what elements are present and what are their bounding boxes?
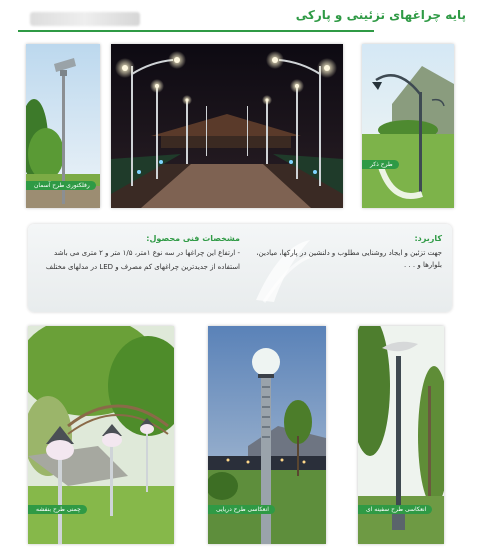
- photo-night-park: [111, 44, 343, 208]
- usage-text: جهت تزئین و ایجاد روشنایی مطلوب و دلنشین در پارکها، میادین، بلوارها و . . .: [256, 249, 442, 269]
- usage-section: [246, 234, 442, 271]
- caption-zekr-lamp: طرح ذکر: [362, 160, 399, 169]
- caption-saucer-lamp: انعکاسی طرح سفینه ای: [358, 505, 432, 514]
- specs-line-1: - ارتفاع این چراغها در سه نوع ۱متر، ۱/۵ متر و ۲ متری می باشد: [54, 249, 240, 257]
- specs-line-2: استفاده از جدیدترین چراغهای کم مصرف و LED در مدلهای مختلف: [45, 263, 240, 271]
- page-title: پایه چراغهای تزئینی و پارکی: [295, 8, 466, 22]
- blurred-header-text: [30, 12, 140, 26]
- caption-sky-lamp: رفلکتوری طرح آسمان: [26, 181, 96, 190]
- info-panel: [28, 224, 452, 312]
- caption-violet-lamp: چمنی طرح بنفشه: [28, 505, 87, 514]
- photo-zekr-lamp: [362, 44, 454, 208]
- caption-sea-lamp: انعکاسی طرح دریایی: [208, 505, 275, 514]
- usage-heading: کاربرد:: [414, 234, 442, 243]
- specs-heading: مشخصات فنی محصول:: [146, 234, 240, 243]
- header-rule: [18, 30, 374, 32]
- specs-section: [40, 234, 240, 273]
